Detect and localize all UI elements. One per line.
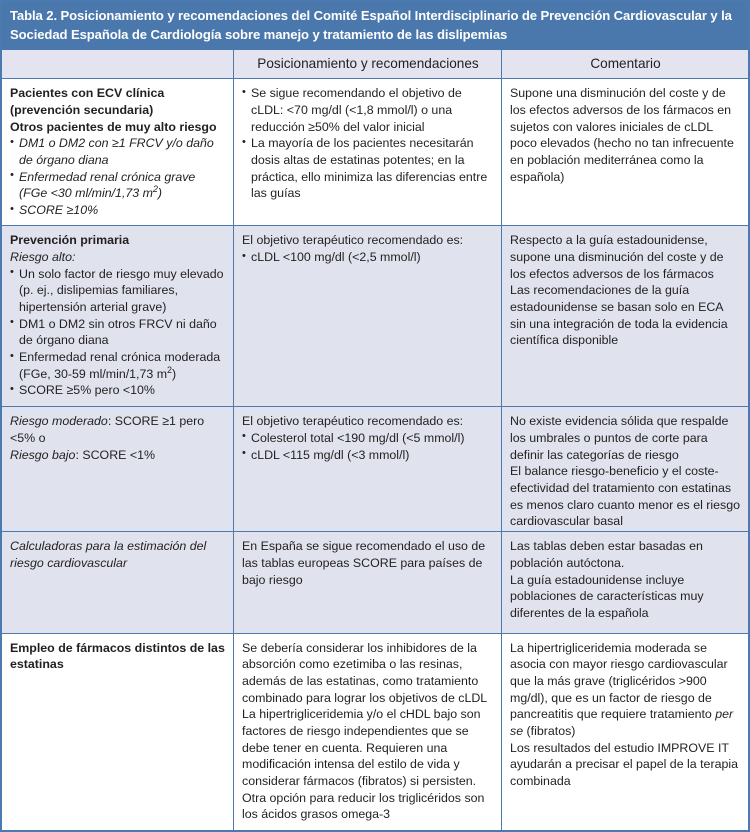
row3-recommendations-list [242,430,494,463]
list-item: • SCORE ≥5% pero <10% [10,382,226,399]
comment-paragraph [510,640,741,740]
column-header-recommendations: Posicionamiento y recomendaciones [234,50,502,78]
comment-paragraph: El balance riesgo-beneficio y el coste-efectividad del tratamiento con estatinas es menos claro cuanto menor es el riesgo cardiovascular basal [510,464,741,529]
comment-paragraph: No existe evidencia sólida que respalde los umbrales o puntos de corte para definir las categorías de riesgo [510,414,729,462]
recommendation-paragraph: Se debería considerar los inhibidores de la absorción como ezetimiba o las resinas, además de las estatinas, como tratamiento combinado para lograr los objetivos de cLDL [242,640,488,705]
list-item: • cLDL <115 mg/dl (<3 mmol/l) [242,447,494,464]
row3-rest-2: : SCORE <1% [75,447,155,462]
comment-paragraph: Las recomendaciones de la guía estadounidense se basan solo en ECA sin una integración de toda la evidencia científica disponible [510,283,728,348]
row5-title: Empleo de fármacos distintos de las estatinas [10,640,225,672]
list-item: • DM1 o DM2 con ≥1 FRCV y/o daño de órgano diana [10,135,226,168]
row1-comment-cell [502,79,748,225]
column-header-blank [2,50,234,78]
list-item: • Se sigue recomendando el objetivo de cLDL: <70 mg/dl (<1,8 mmol/l) o una reducción ≥50% del valor inicial [242,85,494,135]
row2-category-cell [2,226,234,406]
row1-criteria-list [10,135,226,218]
comment-paragraph: La guía estadounidense incluye poblaciones de características muy diferentes de la española [510,572,704,620]
comment-paragraph: Supone una disminución del coste y de los efectos adversos de los fármacos en sujetos con valores iniciales de cLDL poco elevados (hecho no tan infrecuente en población mediterránea como la española) [510,86,734,184]
comment-text-b: (fibratos) [523,723,576,738]
recommendation-paragraph: En España se sigue recomendado el uso de las tablas europeas SCORE para países de bajo riesgo [242,539,486,587]
row4-comment-cell [502,532,748,632]
table-header-row [2,50,748,78]
table-caption: Tabla 2. Posicionamiento y recomendaciones del Comité Español Interdisciplinario de Prevención Cardiovascular y la Sociedad Española de Cardiología sobre manejo y tratamiento de las dislipemias [2,2,748,50]
table-row [2,531,748,632]
row2-comment-cell [502,226,748,406]
row3-rest-1: : SCORE ≥1 pero <5% o [10,414,205,445]
row3-comment-cell [502,407,748,531]
recommendation-paragraph: La hipertrigliceridemia y/o el cHDL bajo son factores de riesgo independientes que se debe tener en cuenta. Requieren una modificación intensa del estilo de vida y considerar fármacos (fibratos) si persisten. Otra opción para reducir los triglicéridos son los ácidos grasos omega-3 [242,707,485,822]
row1-recommendations-cell [234,79,502,225]
row5-recommendations-cell [234,634,502,830]
row5-comment-cell [502,634,748,830]
table-row [2,633,748,830]
row4-title: Calculadoras para la estimación del riesgo cardiovascular [10,539,207,570]
comment-text-a: La hipertrigliceridemia moderada se asocia con mayor riesgo cardiovascular que la más grave (triglicéridos >900 mg/dl), que es un factor de riesgo de pancreatitis que requiere tratamiento [510,640,728,722]
row2-title: Prevención primaria [10,233,130,248]
table-row [2,406,748,531]
row1-title-1: Pacientes con ECV clínica (prevención secundaria) [10,86,165,118]
row2-subtitle: Riesgo alto: [10,250,76,265]
row4-category-cell [2,532,234,632]
list-item [10,349,226,382]
table-row [2,78,748,225]
row2-criteria-list [10,266,226,399]
row2-recommendations-list [242,249,494,266]
list-item-text: Enfermedad renal crónica grave (FGe <30 ml/min/1,73 $m^2$) [19,169,196,201]
row1-recommendations-list [242,85,494,202]
comment-paragraph: Las tablas deben estar basadas en población autóctona. [510,539,703,570]
comment-paragraph: Respecto a la guía estadounidense, supone una disminución del coste y de los efectos adversos de los fármacos [510,233,724,281]
row2-recommendations-cell [234,226,502,406]
list-item [10,169,226,202]
row1-category-cell [2,79,234,225]
row3-label-2: Riesgo bajo [10,447,76,462]
row1-title-2: Otros pacientes de muy alto riesgo [10,119,217,134]
row3-category-cell [2,407,234,531]
row5-category-cell [2,634,234,830]
row4-recommendations-cell [234,532,502,632]
recommendation-lead: El objetivo terapéutico recomendado es: [242,414,464,429]
comment-text-italic: per se [510,707,734,738]
table-body [2,50,748,830]
row3-label-1: Riesgo moderado [10,414,108,429]
comment-paragraph: Los resultados del estudio IMPROVE IT ayudarán a precisar el papel de la terapia combinada [510,740,738,788]
row3-recommendations-cell [234,407,502,531]
row3-line-2 [10,447,226,464]
list-item: • Un solo factor de riesgo muy elevado (p. ej., dislipemias familiares, hipertensión arterial grave) [10,266,226,316]
list-item: • DM1 o DM2 sin otros FRCV ni daño de órgano diana [10,316,226,349]
column-header-comment: Comentario [590,56,661,72]
list-item: • La mayoría de los pacientes necesitarán dosis altas de estatinas potentes; en la práctica, ello minimiza las diferencias entre las guías [242,135,494,202]
recommendation-lead: El objetivo terapéutico recomendado es: [242,233,464,248]
list-item: • Colesterol total <190 mg/dl (<5 mmol/l) [242,430,494,447]
list-item: • cLDL <100 mg/dl (<2,5 mmol/l) [242,249,494,266]
row3-line-1 [10,413,226,446]
list-item-text: Enfermedad renal crónica moderada (FGe, 30-59 ml/min/1,73 $m^2$) [19,350,221,381]
list-item: • SCORE ≥10% [10,202,226,219]
table-row [2,225,748,406]
